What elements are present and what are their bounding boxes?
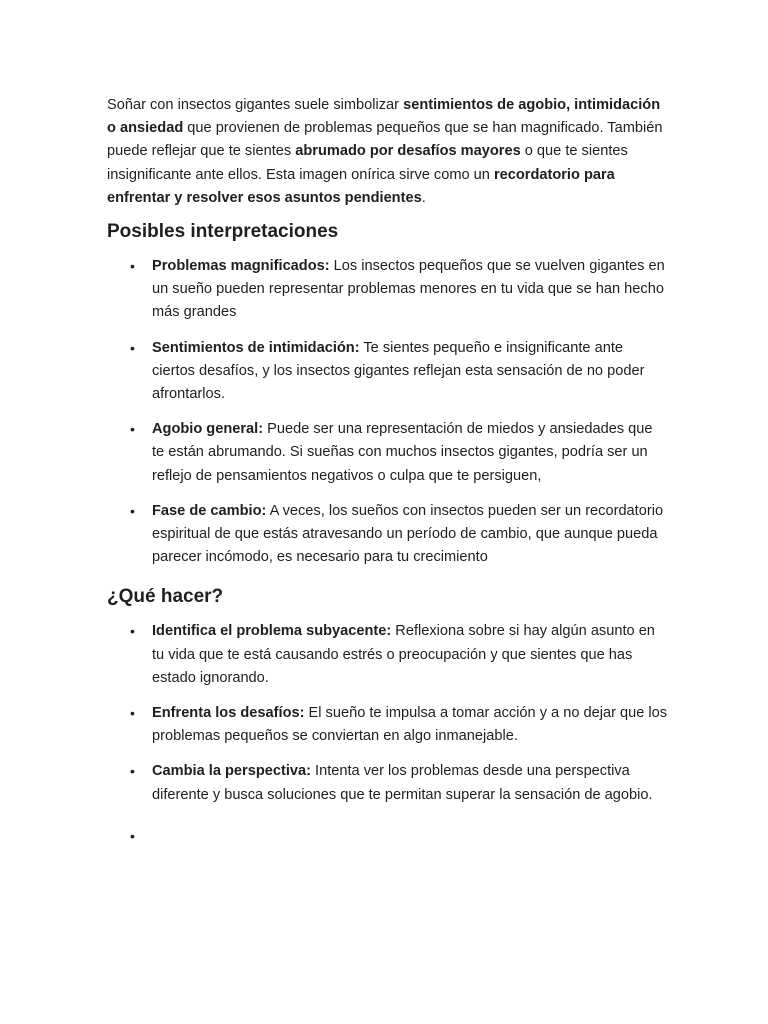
list-item-text: Puede ser una representación de miedos y ansiedades que te están abrumando. Si sueñas con muchos insectos gigantes, podría ser un reflejo de pensamientos negativos o culpa que te persiguen, xyxy=(152,421,653,484)
list-item-term: Identifica el problema subyacente: xyxy=(152,623,392,640)
intro-paragraph xyxy=(107,94,668,210)
actions-list xyxy=(107,620,668,847)
bullet-icon: • xyxy=(130,421,135,438)
bullet-icon: • xyxy=(130,339,135,356)
interpretations-list xyxy=(107,255,668,569)
intro-text-4: . xyxy=(421,189,426,206)
list-item xyxy=(107,620,668,690)
bullet-icon: • xyxy=(130,763,135,780)
list-item xyxy=(107,337,668,407)
intro-text-1: Soñar con insectos gigantes suele simbolizar xyxy=(107,97,404,113)
list-item-term: Cambia la perspectiva: xyxy=(152,763,311,780)
list-item xyxy=(107,702,668,748)
list-item-term: Enfrenta los desafíos: xyxy=(152,705,305,722)
intro-bold-1: sentimientos de agobio, intimidación o ansiedad xyxy=(107,97,661,137)
section-heading-what-to-do: ¿Qué hacer? xyxy=(107,586,224,608)
bullet-icon: • xyxy=(130,827,135,844)
intro-bold-2: abrumado por desafíos mayores xyxy=(295,143,521,160)
list-item-term: Sentimientos de intimidación: xyxy=(152,339,360,356)
bullet-icon: • xyxy=(130,705,135,722)
list-item-text: Los insectos pequeños que se vuelven gigantes en un sueño pueden representar problemas menores en tu vida que se han hecho más grandes xyxy=(152,258,665,321)
section-heading-interpretations: Posibles interpretaciones xyxy=(107,221,339,243)
list-item xyxy=(107,760,668,806)
intro-text-3: o que te sientes insignificante ante ellos. Esta imagen onírica sirve como un xyxy=(107,143,628,183)
list-item xyxy=(107,418,668,488)
list-item-text: A veces, los sueños con insectos pueden ser un recordatorio espiritual de que estás atravesando un período de cambio, que aunque pueda parecer incómodo, es necesario para tu crecimiento xyxy=(152,502,664,566)
empty-list-item xyxy=(107,825,668,848)
list-item xyxy=(107,500,668,570)
list-item-text: Te sientes pequeño e insignificante ante ciertos desafíos, y los insectos gigantes reflejan esta sensación de no poder afrontarlos. xyxy=(152,339,645,403)
intro-bold-3: recordatorio para enfrentar y resolver esos asuntos pendientes xyxy=(107,166,615,206)
list-item-term: Problemas magnificados: xyxy=(152,258,330,275)
list-item-term: Agobio general: xyxy=(152,421,264,438)
intro-text-2: que provienen de problemas pequeños que se han magnificado. También puede reflejar que te sientes xyxy=(107,120,663,160)
list-item-term: Fase de cambio: xyxy=(152,502,267,519)
bullet-icon: • xyxy=(130,623,135,640)
bullet-icon: • xyxy=(130,502,135,519)
list-item-text: Intenta ver los problemas desde una perspectiva diferente y busca soluciones que te permitan superar la sensación de agobio. xyxy=(152,763,653,803)
list-item-text: Reflexiona sobre si hay algún asunto en tu vida que te está causando estrés o preocupación y que sientes que has estado ignorando. xyxy=(152,623,655,686)
bullet-icon: • xyxy=(130,258,135,275)
list-item xyxy=(107,255,668,325)
list-item-text: El sueño te impulsa a tomar acción y a no dejar que los problemas pequeños se conviertan en algo inmanejable. xyxy=(152,705,668,745)
